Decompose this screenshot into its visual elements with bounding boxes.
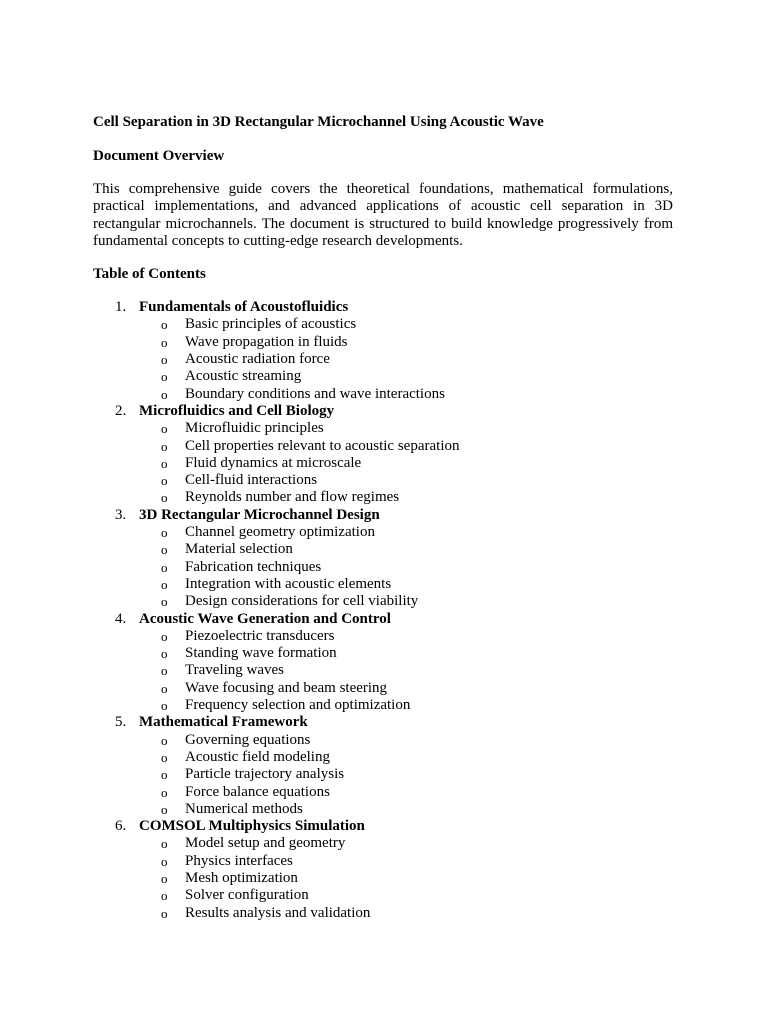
circle-bullet-icon: o (161, 421, 168, 437)
circle-bullet-icon: o (161, 888, 168, 904)
circle-bullet-icon: o (161, 559, 168, 575)
toc-subsection-item (139, 559, 673, 576)
toc-subsection-label: Basic principles of acoustics (185, 316, 357, 333)
toc-subsection-label: Standing wave formation (185, 645, 337, 662)
circle-bullet-icon: o (161, 905, 168, 921)
toc-section-number: 2. (115, 402, 127, 419)
toc-subsection-label: Design considerations for cell viability (185, 593, 419, 610)
circle-bullet-icon: o (161, 525, 168, 541)
toc-subsection-item (139, 316, 673, 333)
toc-subsection-label: Integration with acoustic elements (185, 575, 392, 592)
circle-bullet-icon: o (161, 749, 168, 765)
toc-subsection-list (139, 316, 673, 402)
circle-bullet-icon: o (161, 870, 168, 886)
toc-section-number: 3. (115, 506, 127, 523)
toc-subsection-item (139, 766, 673, 783)
toc-subsection-label: Governing equations (185, 731, 311, 748)
toc-subsection-label: Fabrication techniques (185, 558, 322, 575)
toc-subsection-label: Acoustic field modeling (185, 748, 330, 765)
toc-heading: Table of Contents (93, 266, 206, 283)
toc-subsection-item (139, 524, 673, 541)
circle-bullet-icon: o (161, 490, 168, 506)
toc-section-number: 1. (115, 299, 127, 316)
toc-subsection-list (139, 835, 673, 921)
toc-subsection-list (139, 420, 673, 506)
circle-bullet-icon: o (161, 473, 168, 489)
toc-section-number: 6. (115, 818, 127, 835)
toc-subsection-item (139, 576, 673, 593)
circle-bullet-icon: o (161, 801, 168, 817)
toc-subsection-label: Microfluidic principles (185, 420, 324, 437)
toc-subsection-list (139, 628, 673, 714)
circle-bullet-icon: o (161, 680, 168, 696)
toc-subsection-label: Force balance equations (185, 783, 330, 800)
toc-subsection-label: Physics interfaces (185, 852, 293, 869)
toc-subsection-item (139, 801, 673, 818)
toc-subsection-list (139, 732, 673, 818)
circle-bullet-icon: o (161, 628, 168, 644)
toc-subsection-item (139, 645, 673, 662)
circle-bullet-icon: o (161, 352, 168, 368)
circle-bullet-icon: o (161, 438, 168, 454)
toc-subsection-list (139, 524, 673, 610)
toc-subsection-item (139, 835, 673, 852)
toc-subsection-item (139, 662, 673, 679)
circle-bullet-icon: o (161, 317, 168, 333)
toc-subsection-label: Piezoelectric transducers (185, 627, 335, 644)
toc-section-title: COMSOL Multiphysics Simulation (139, 818, 365, 835)
toc-subsection-label: Wave propagation in fluids (185, 333, 348, 350)
toc-subsection-item (139, 420, 673, 437)
document-title: Cell Separation in 3D Rectangular Microchannel Using Acoustic Wave (93, 114, 544, 130)
toc-subsection-label: Reynolds number and flow regimes (185, 489, 400, 506)
toc-section (93, 403, 673, 507)
circle-bullet-icon: o (161, 767, 168, 783)
toc-subsection-label: Solver configuration (185, 887, 309, 904)
toc-subsection-label: Results analysis and validation (185, 904, 371, 921)
circle-bullet-icon: o (161, 542, 168, 558)
toc-section (93, 507, 673, 611)
toc-subsection-item (139, 784, 673, 801)
toc-subsection-label: Cell-fluid interactions (185, 472, 318, 489)
toc-subsection-item (139, 351, 673, 368)
toc-subsection-item (139, 489, 673, 506)
toc-subsection-item (139, 905, 673, 922)
toc-subsection-label: Frequency selection and optimization (185, 697, 411, 714)
toc-subsection-label: Mesh optimization (185, 869, 298, 886)
circle-bullet-icon: o (161, 646, 168, 662)
toc-section (93, 818, 673, 922)
toc-section-title: Microfluidics and Cell Biology (139, 402, 335, 419)
toc-subsection-label: Fluid dynamics at microscale (185, 454, 362, 471)
toc-subsection-item (139, 455, 673, 472)
toc-subsection-label: Numerical methods (185, 800, 303, 817)
circle-bullet-icon: o (161, 663, 168, 679)
toc-subsection-label: Channel geometry optimization (185, 524, 375, 541)
toc-section-title: Mathematical Framework (139, 714, 308, 731)
toc-subsection-item (139, 732, 673, 749)
toc-subsection-item (139, 334, 673, 351)
toc-subsection-item (139, 386, 673, 403)
circle-bullet-icon: o (161, 698, 168, 714)
circle-bullet-icon: o (161, 369, 168, 385)
toc-section (93, 611, 673, 715)
toc-subsection-item (139, 680, 673, 697)
circle-bullet-icon: o (161, 455, 168, 471)
toc-subsection-item (139, 853, 673, 870)
toc-subsection-label: Acoustic streaming (185, 368, 302, 385)
circle-bullet-icon: o (161, 594, 168, 610)
document-page (93, 113, 673, 922)
toc-section-number: 5. (115, 714, 127, 731)
toc-subsection-item (139, 472, 673, 489)
toc-subsection-label: Wave focusing and beam steering (185, 679, 388, 696)
circle-bullet-icon: o (161, 853, 168, 869)
circle-bullet-icon: o (161, 836, 168, 852)
toc-subsection-item (139, 697, 673, 714)
toc-subsection-item (139, 887, 673, 904)
toc-section (93, 299, 673, 403)
toc-subsection-item (139, 870, 673, 887)
toc-subsection-label: Acoustic radiation force (185, 351, 330, 368)
toc-section-number: 4. (115, 610, 127, 627)
toc-subsection-item (139, 749, 673, 766)
toc-subsection-label: Boundary conditions and wave interactions (185, 385, 445, 402)
circle-bullet-icon: o (161, 576, 168, 592)
toc-subsection-item (139, 593, 673, 610)
toc-section-title: Acoustic Wave Generation and Control (139, 610, 391, 627)
circle-bullet-icon: o (161, 784, 168, 800)
circle-bullet-icon: o (161, 732, 168, 748)
circle-bullet-icon: o (161, 386, 168, 402)
toc-subsection-label: Cell properties relevant to acoustic separation (185, 437, 460, 454)
toc-subsection-label: Traveling waves (185, 662, 285, 679)
toc-subsection-label: Model setup and geometry (185, 835, 346, 852)
toc-subsection-item (139, 438, 673, 455)
toc-section-title: Fundamentals of Acoustofluidics (139, 299, 349, 316)
toc-subsection-label: Particle trajectory analysis (185, 766, 345, 783)
overview-paragraph: This comprehensive guide covers the theoretical foundations, mathematical formulations, practical implementations, and advanced applications of acoustic cell separation in 3D rectangular microchannels. The document is structured to build knowledge progressively from fundamental concepts to cutting-edge research developments. (93, 181, 673, 249)
overview-heading: Document Overview (93, 148, 225, 164)
toc-section-title: 3D Rectangular Microchannel Design (139, 506, 380, 523)
toc-section (93, 714, 673, 818)
toc-subsection-item (139, 628, 673, 645)
table-of-contents (93, 299, 673, 922)
toc-subsection-item (139, 541, 673, 558)
toc-subsection-label: Material selection (185, 541, 293, 558)
circle-bullet-icon: o (161, 334, 168, 350)
toc-subsection-item (139, 368, 673, 385)
